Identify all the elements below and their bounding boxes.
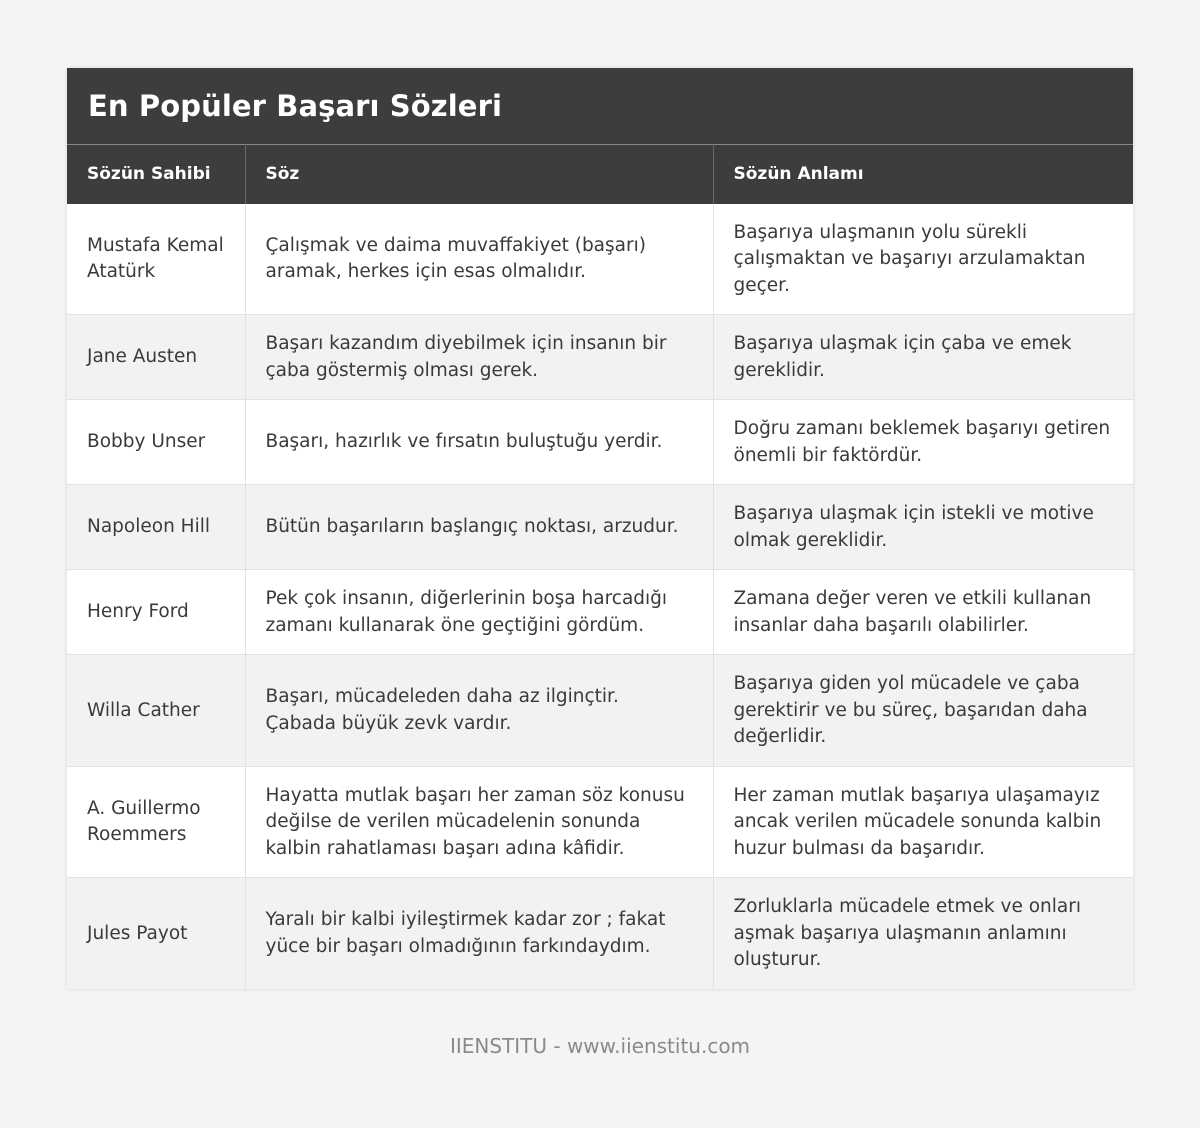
quotes-table <box>67 144 1133 989</box>
author-cell: Napoleon Hill <box>67 485 245 570</box>
meaning-cell: Zamana değer veren ve etkili kullanan insanlar daha başarılı olabilirler. <box>713 570 1133 655</box>
page-title: En Popüler Başarı Sözleri <box>88 89 503 123</box>
meaning-cell: Başarıya giden yol mücadele ve çaba gerektirir ve bu süreç, başarıdan daha değerlidir. <box>713 655 1133 767</box>
author-cell: Mustafa Kemal Atatürk <box>67 204 245 315</box>
column-header-author: Sözün Sahibi <box>67 145 245 204</box>
meaning-cell: Doğru zamanı beklemek başarıyı getiren önemli bir faktördür. <box>713 400 1133 485</box>
table-row <box>67 878 1133 989</box>
author-cell: Henry Ford <box>67 570 245 655</box>
meaning-cell: Başarıya ulaşmak için çaba ve emek gereklidir. <box>713 315 1133 400</box>
quote-cell: Hayatta mutlak başarı her zaman söz konusu değilse de verilen mücadelenin sonunda kalbin rahatlaması başarı adına kâfidir. <box>245 766 713 878</box>
quote-cell: Bütün başarıların başlangıç noktası, arzudur. <box>245 485 713 570</box>
footer-credit: IIENSTITU - www.iienstitu.com <box>449 1034 751 1058</box>
column-header-meaning: Sözün Anlamı <box>713 145 1133 204</box>
title-bar <box>67 68 1133 144</box>
table-header-row <box>67 145 1133 204</box>
author-cell: Bobby Unser <box>67 400 245 485</box>
author-cell: Jules Payot <box>67 878 245 989</box>
table-row <box>67 570 1133 655</box>
quote-cell: Yaralı bir kalbi iyileştirmek kadar zor ; fakat yüce bir başarı olmadığının farkındaydım. <box>245 878 713 989</box>
table-row <box>67 766 1133 878</box>
quote-cell: Başarı, hazırlık ve fırsatın buluştuğu yerdir. <box>245 400 713 485</box>
quote-cell: Başarı kazandım diyebilmek için insanın bir çaba göstermiş olması gerek. <box>245 315 713 400</box>
author-cell: Willa Cather <box>67 655 245 767</box>
quote-cell: Pek çok insanın, diğerlerinin boşa harcadığı zamanı kullanarak öne geçtiğini gördüm. <box>245 570 713 655</box>
meaning-cell: Başarıya ulaşmak için istekli ve motive olmak gereklidir. <box>713 485 1133 570</box>
author-cell: A. Guillermo Roemmers <box>67 766 245 878</box>
column-header-quote: Söz <box>245 145 713 204</box>
table-row <box>67 315 1133 400</box>
quote-cell: Başarı, mücadeleden daha az ilginçtir. Çabada büyük zevk vardır. <box>245 655 713 767</box>
meaning-cell: Başarıya ulaşmanın yolu sürekli çalışmaktan ve başarıyı arzulamaktan geçer. <box>713 204 1133 315</box>
meaning-cell: Her zaman mutlak başarıya ulaşamayız ancak verilen mücadele sonunda kalbin huzur bulması da başarıdır. <box>713 766 1133 878</box>
meaning-cell: Zorluklarla mücadele etmek ve onları aşmak başarıya ulaşmanın anlamını oluşturur. <box>713 878 1133 989</box>
quote-cell: Çalışmak ve daima muvaffakiyet (başarı) aramak, herkes için esas olmalıdır. <box>245 204 713 315</box>
table-row <box>67 400 1133 485</box>
quotes-card <box>67 68 1133 989</box>
author-cell: Jane Austen <box>67 315 245 400</box>
table-row <box>67 204 1133 315</box>
table-row <box>67 485 1133 570</box>
table-row <box>67 655 1133 767</box>
